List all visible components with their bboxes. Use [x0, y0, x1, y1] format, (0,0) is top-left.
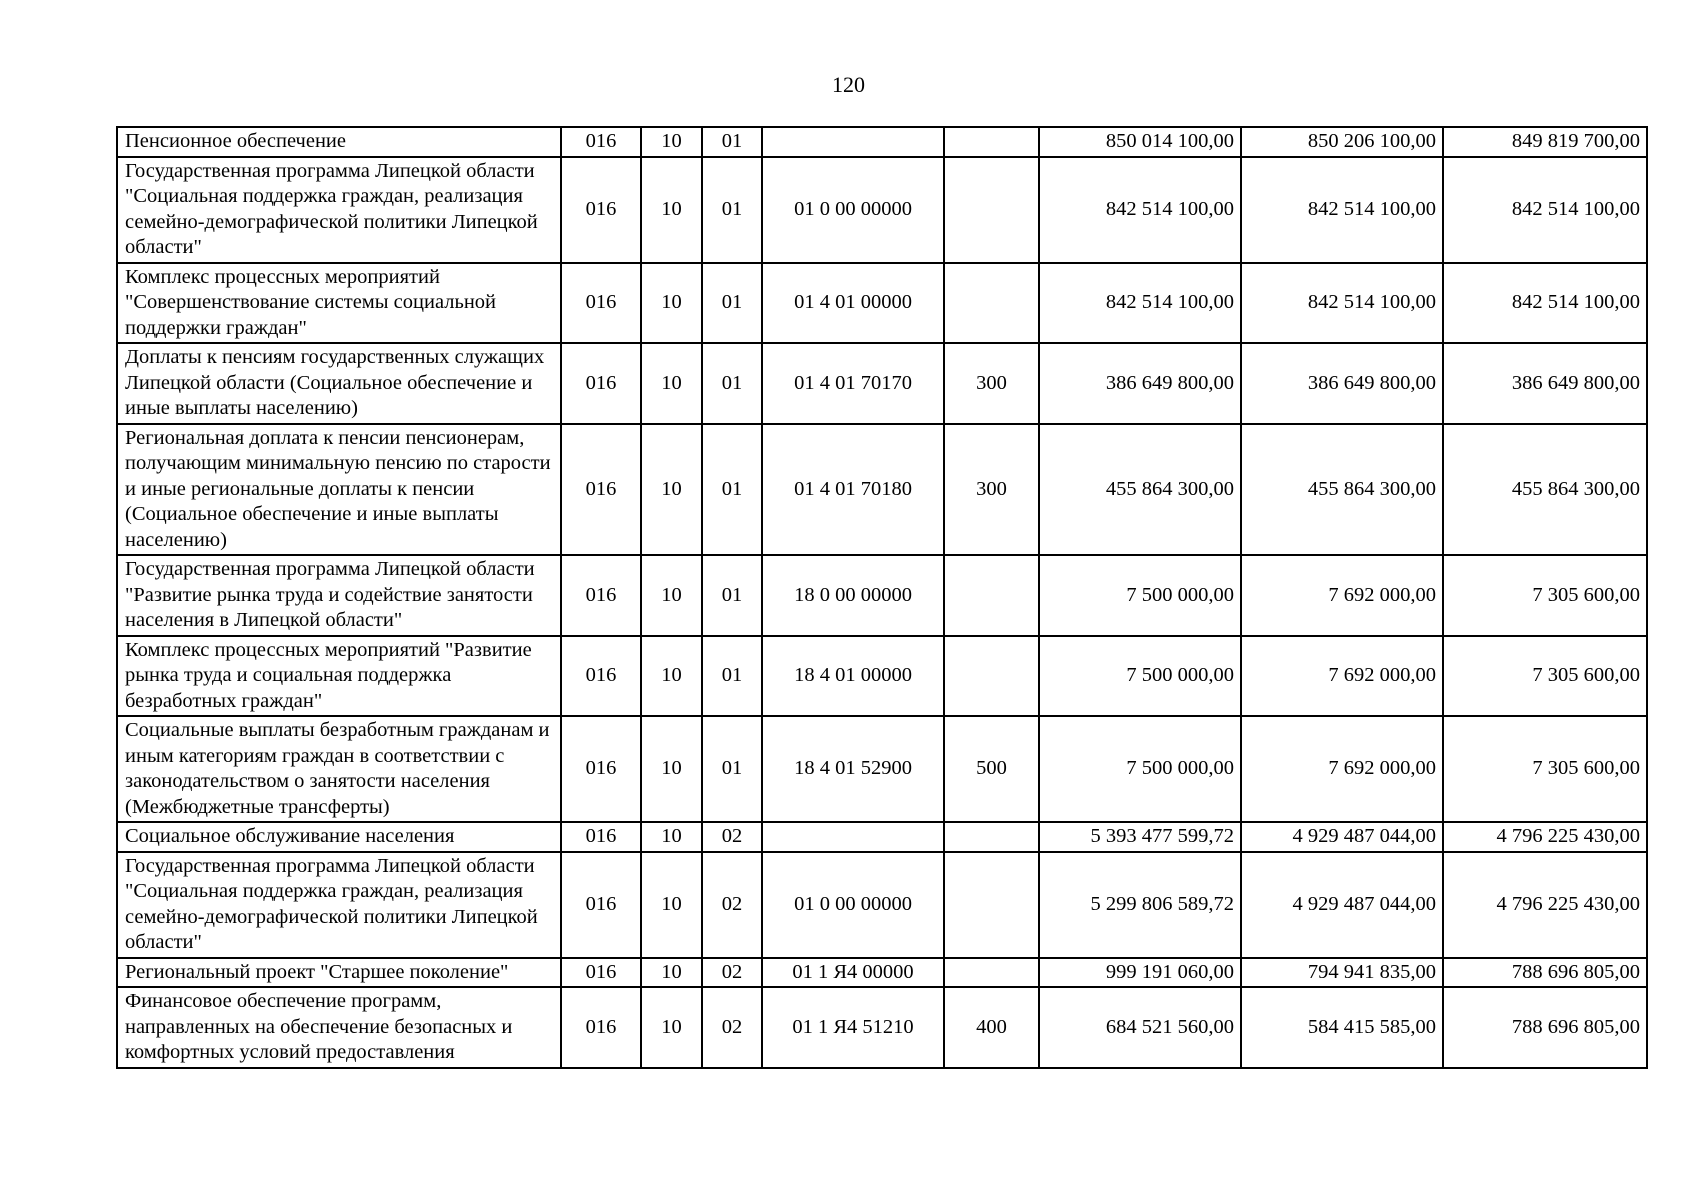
cell-amount-year-1: 5 299 806 589,72 — [1039, 852, 1241, 958]
cell-subsection: 01 — [702, 555, 762, 636]
cell-expense-type: 300 — [944, 343, 1039, 424]
cell-amount-year-2: 455 864 300,00 — [1241, 424, 1443, 556]
cell-amount-year-1: 842 514 100,00 — [1039, 263, 1241, 344]
cell-ministry-code: 016 — [561, 263, 641, 344]
cell-name: Социальное обслуживание населения — [117, 822, 561, 852]
cell-expense-type — [944, 555, 1039, 636]
cell-section: 10 — [641, 343, 702, 424]
cell-ministry-code: 016 — [561, 958, 641, 988]
cell-amount-year-3: 7 305 600,00 — [1443, 555, 1647, 636]
cell-ministry-code: 016 — [561, 716, 641, 822]
cell-target-article: 18 0 00 00000 — [762, 555, 944, 636]
cell-ministry-code: 016 — [561, 555, 641, 636]
cell-subsection: 02 — [702, 852, 762, 958]
cell-amount-year-1: 455 864 300,00 — [1039, 424, 1241, 556]
cell-section: 10 — [641, 987, 702, 1068]
cell-name: Пенсионное обеспечение — [117, 127, 561, 157]
table-row — [117, 157, 1647, 263]
cell-subsection: 01 — [702, 157, 762, 263]
cell-amount-year-2: 584 415 585,00 — [1241, 987, 1443, 1068]
cell-expense-type — [944, 263, 1039, 344]
cell-name: Государственная программа Липецкой области "Социальная поддержка граждан, реализация семейно-демографической политики Липецкой области" — [117, 852, 561, 958]
cell-ministry-code: 016 — [561, 636, 641, 717]
cell-section: 10 — [641, 636, 702, 717]
cell-expense-type — [944, 822, 1039, 852]
cell-ministry-code: 016 — [561, 127, 641, 157]
cell-section: 10 — [641, 157, 702, 263]
cell-amount-year-3: 386 649 800,00 — [1443, 343, 1647, 424]
cell-expense-type — [944, 157, 1039, 263]
cell-target-article: 01 1 Я4 51210 — [762, 987, 944, 1068]
cell-subsection: 02 — [702, 822, 762, 852]
cell-target-article: 18 4 01 52900 — [762, 716, 944, 822]
cell-amount-year-3: 788 696 805,00 — [1443, 987, 1647, 1068]
cell-section: 10 — [641, 958, 702, 988]
cell-target-article — [762, 127, 944, 157]
cell-name: Региональный проект "Старшее поколение" — [117, 958, 561, 988]
table-row — [117, 958, 1647, 988]
cell-target-article: 18 4 01 00000 — [762, 636, 944, 717]
cell-amount-year-1: 5 393 477 599,72 — [1039, 822, 1241, 852]
cell-amount-year-3: 7 305 600,00 — [1443, 636, 1647, 717]
cell-target-article: 01 4 01 00000 — [762, 263, 944, 344]
table-body — [117, 127, 1647, 1068]
cell-ministry-code: 016 — [561, 424, 641, 556]
cell-amount-year-2: 386 649 800,00 — [1241, 343, 1443, 424]
cell-name: Доплаты к пенсиям государственных служащих Липецкой области (Социальное обеспечение и иные выплаты населению) — [117, 343, 561, 424]
cell-name: Государственная программа Липецкой области "Социальная поддержка граждан, реализация семейно-демографической политики Липецкой области" — [117, 157, 561, 263]
cell-subsection: 02 — [702, 987, 762, 1068]
cell-expense-type — [944, 958, 1039, 988]
cell-amount-year-2: 7 692 000,00 — [1241, 636, 1443, 717]
cell-expense-type — [944, 127, 1039, 157]
cell-amount-year-1: 999 191 060,00 — [1039, 958, 1241, 988]
cell-amount-year-3: 842 514 100,00 — [1443, 263, 1647, 344]
cell-section: 10 — [641, 822, 702, 852]
cell-target-article: 01 1 Я4 00000 — [762, 958, 944, 988]
cell-expense-type: 300 — [944, 424, 1039, 556]
cell-amount-year-2: 842 514 100,00 — [1241, 263, 1443, 344]
cell-subsection: 01 — [702, 424, 762, 556]
cell-amount-year-3: 455 864 300,00 — [1443, 424, 1647, 556]
table-row — [117, 127, 1647, 157]
budget-table — [116, 126, 1648, 1069]
cell-subsection: 02 — [702, 958, 762, 988]
table-row — [117, 716, 1647, 822]
cell-expense-type: 500 — [944, 716, 1039, 822]
cell-ministry-code: 016 — [561, 157, 641, 263]
cell-name: Финансовое обеспечение программ, направленных на обеспечение безопасных и комфортных условий предоставления — [117, 987, 561, 1068]
table-row — [117, 636, 1647, 717]
cell-target-article: 01 4 01 70170 — [762, 343, 944, 424]
cell-subsection: 01 — [702, 636, 762, 717]
cell-name: Социальные выплаты безработным гражданам и иным категориям граждан в соответствии с законодательством о занятости населения (Межбюджетные трансферты) — [117, 716, 561, 822]
table-row — [117, 343, 1647, 424]
cell-amount-year-1: 842 514 100,00 — [1039, 157, 1241, 263]
cell-amount-year-3: 7 305 600,00 — [1443, 716, 1647, 822]
table-row — [117, 987, 1647, 1068]
cell-name: Комплекс процессных мероприятий "Совершенствование системы социальной поддержки граждан" — [117, 263, 561, 344]
table-row — [117, 822, 1647, 852]
table-row — [117, 852, 1647, 958]
cell-subsection: 01 — [702, 263, 762, 344]
table-row — [117, 263, 1647, 344]
cell-section: 10 — [641, 127, 702, 157]
cell-name: Комплекс процессных мероприятий "Развитие рынка труда и социальная поддержка безработных граждан" — [117, 636, 561, 717]
cell-section: 10 — [641, 555, 702, 636]
cell-section: 10 — [641, 716, 702, 822]
cell-amount-year-1: 850 014 100,00 — [1039, 127, 1241, 157]
cell-amount-year-2: 842 514 100,00 — [1241, 157, 1443, 263]
cell-target-article: 01 0 00 00000 — [762, 157, 944, 263]
cell-subsection: 01 — [702, 127, 762, 157]
cell-expense-type — [944, 636, 1039, 717]
cell-name: Государственная программа Липецкой области "Развитие рынка труда и содействие занятости населения в Липецкой области" — [117, 555, 561, 636]
cell-amount-year-1: 7 500 000,00 — [1039, 716, 1241, 822]
cell-amount-year-3: 849 819 700,00 — [1443, 127, 1647, 157]
cell-ministry-code: 016 — [561, 343, 641, 424]
cell-ministry-code: 016 — [561, 822, 641, 852]
cell-section: 10 — [641, 263, 702, 344]
cell-amount-year-3: 4 796 225 430,00 — [1443, 852, 1647, 958]
table-row — [117, 555, 1647, 636]
cell-name: Региональная доплата к пенсии пенсионерам, получающим минимальную пенсию по старости и иные региональные доплаты к пенсии (Социальное обеспечение и иные выплаты населению) — [117, 424, 561, 556]
cell-amount-year-1: 7 500 000,00 — [1039, 636, 1241, 717]
cell-amount-year-2: 7 692 000,00 — [1241, 716, 1443, 822]
cell-amount-year-1: 7 500 000,00 — [1039, 555, 1241, 636]
cell-section: 10 — [641, 424, 702, 556]
cell-expense-type: 400 — [944, 987, 1039, 1068]
cell-target-article: 01 0 00 00000 — [762, 852, 944, 958]
cell-target-article — [762, 822, 944, 852]
cell-amount-year-2: 4 929 487 044,00 — [1241, 822, 1443, 852]
cell-amount-year-3: 4 796 225 430,00 — [1443, 822, 1647, 852]
cell-target-article: 01 4 01 70180 — [762, 424, 944, 556]
page-number: 120 — [832, 72, 865, 97]
cell-subsection: 01 — [702, 716, 762, 822]
cell-amount-year-1: 684 521 560,00 — [1039, 987, 1241, 1068]
cell-amount-year-2: 794 941 835,00 — [1241, 958, 1443, 988]
cell-amount-year-2: 4 929 487 044,00 — [1241, 852, 1443, 958]
cell-expense-type — [944, 852, 1039, 958]
cell-subsection: 01 — [702, 343, 762, 424]
cell-amount-year-2: 7 692 000,00 — [1241, 555, 1443, 636]
cell-ministry-code: 016 — [561, 852, 641, 958]
cell-amount-year-1: 386 649 800,00 — [1039, 343, 1241, 424]
cell-ministry-code: 016 — [561, 987, 641, 1068]
cell-amount-year-3: 788 696 805,00 — [1443, 958, 1647, 988]
cell-amount-year-3: 842 514 100,00 — [1443, 157, 1647, 263]
cell-amount-year-2: 850 206 100,00 — [1241, 127, 1443, 157]
cell-section: 10 — [641, 852, 702, 958]
table-row — [117, 424, 1647, 556]
